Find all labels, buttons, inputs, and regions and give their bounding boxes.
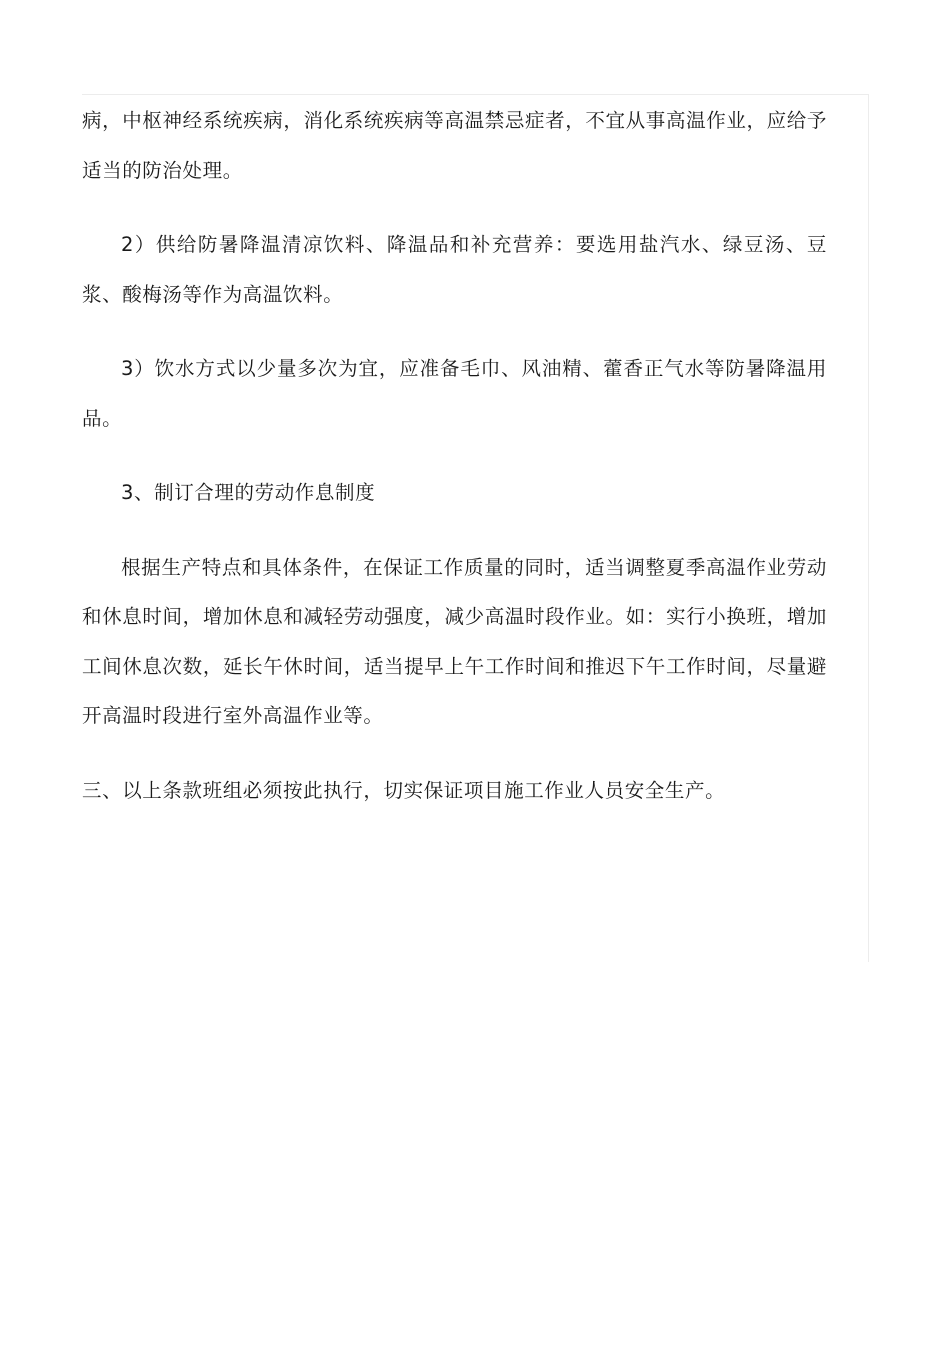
document-body	[82, 96, 827, 815]
section-heading-work-rest-schedule: 3、制订合理的劳动作息制度	[121, 481, 376, 504]
page-top-border	[82, 94, 869, 95]
paragraph-drinking-method: 3）饮水方式以少量多次为宜，应准备毛巾、风油精、藿香正气水等防暑降温用品。	[82, 357, 827, 430]
paragraph-compliance-statement: 三、以上条款班组必须按此执行，切实保证项目施工作业人员安全生产。	[82, 778, 726, 802]
paragraph-cooling-drinks: 2）供给防暑降温清凉饮料、降温品和补充营养：要选用盐汽水、绿豆汤、豆浆、酸梅汤等作为高温饮料。	[82, 233, 827, 306]
paragraph-health-contraindications: 病，中枢神经系统疾病，消化系统疾病等高温禁忌症者，不宜从事高温作业，应给予适当的防治处理。	[82, 109, 827, 182]
paragraph-schedule-adjustment: 根据生产特点和具体条件，在保证工作质量的同时，适当调整夏季高温作业劳动和休息时间，增加休息和减轻劳动强度，减少高温时段作业。如：实行小换班，增加工间休息次数，延长午休时间，适当提早上午工作时间和推迟下午工作时间，尽量避开高温时段进行室外高温作业等。	[82, 555, 827, 727]
page-right-border	[868, 94, 869, 962]
